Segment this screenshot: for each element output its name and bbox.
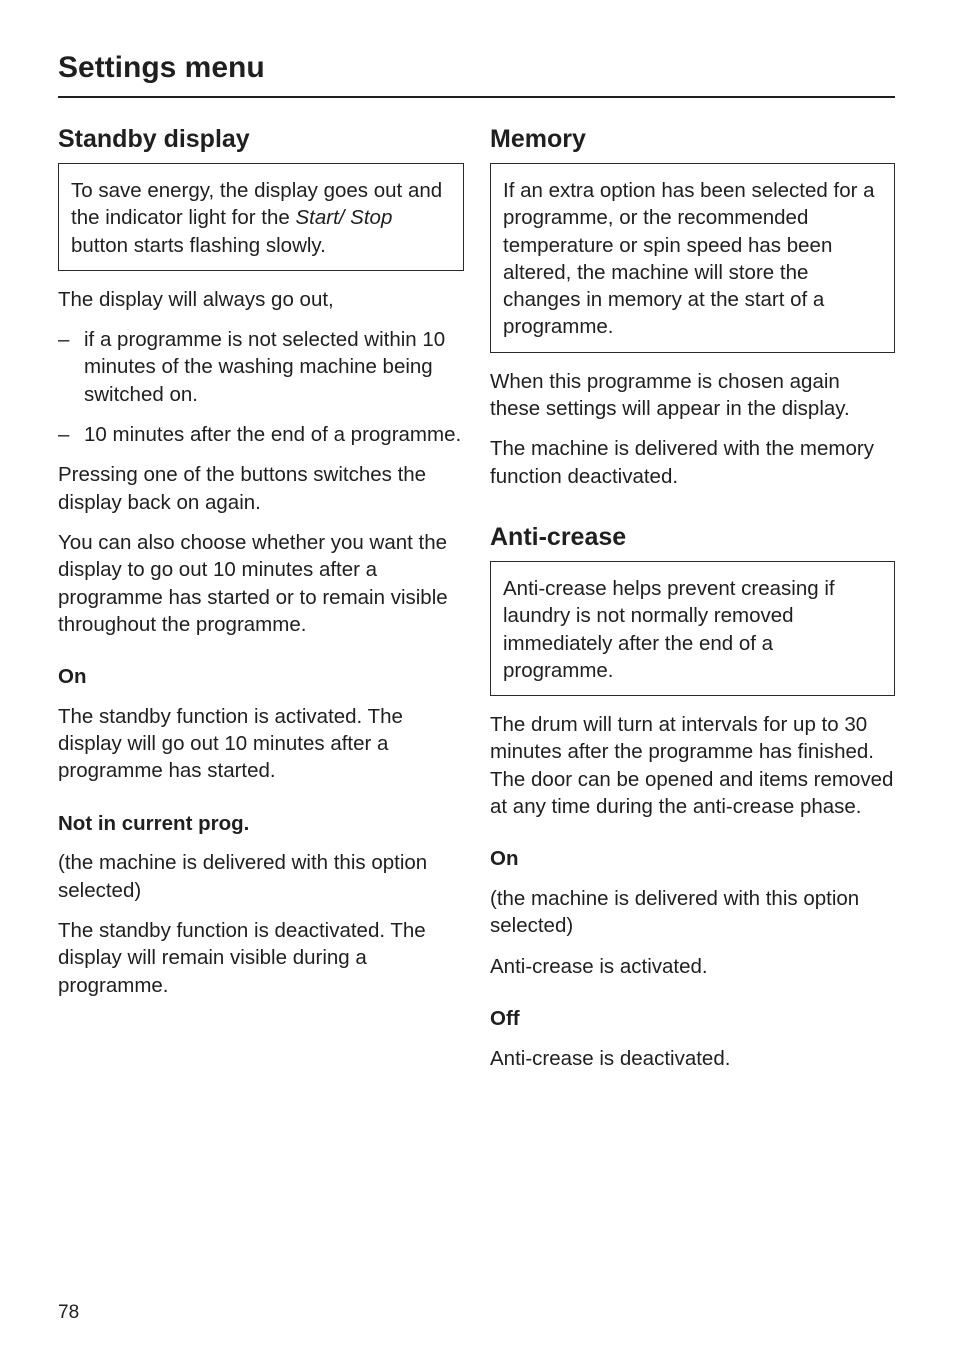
anti-crease-info-box: Anti-crease helps prevent creasing if laundry is not normally removed immediately after the end of a programme. [490, 561, 895, 696]
page-number: 78 [58, 1302, 80, 1323]
anti-crease-on-text: Anti-crease is activated. [490, 954, 708, 978]
start-stop-button-name: Start/ Stop [295, 206, 393, 230]
list-item [58, 326, 464, 408]
standby-not-in-current-text: The standby function is deactivated. The display will remain visible during a programme. [58, 918, 426, 997]
page-title: Settings menu [58, 51, 265, 84]
standby-paragraph-1: Pressing one of the buttons switches the display back on again. [58, 463, 427, 514]
memory-heading: Memory [490, 125, 586, 153]
standby-not-in-current-heading: Not in current prog. [58, 811, 250, 835]
standby-on-text: The standby function is activated. The display will go out 10 minutes after a programme has started. [58, 704, 403, 783]
standby-info-box [58, 163, 464, 271]
anti-crease-paragraph-1: The drum will turn at intervals for up to 30 minutes after the programme has finished. The door can be opened and items removed at any time during the anti-crease phase. [490, 713, 894, 819]
right-column [490, 124, 895, 1085]
list-item-text: if a programme is not selected within 10 minutes of the washing machine being switched on. [84, 328, 446, 406]
standby-conditions-list [58, 326, 464, 448]
standby-not-in-current-note: (the machine is delivered with this option selected) [58, 851, 428, 902]
anti-crease-heading: Anti-crease [490, 522, 627, 551]
page-header [58, 50, 895, 98]
standby-on-heading: On [58, 665, 87, 689]
list-item-text: 10 minutes after the end of a programme. [84, 423, 462, 447]
left-column [58, 124, 464, 1012]
memory-info-box: If an extra option has been selected for a programme, or the recommended temperature or spin speed has been altered, the machine will store the changes in memory at the start of a programme. [490, 163, 895, 353]
memory-paragraph-1: When this programme is chosen again these settings will appear in the display. [490, 369, 850, 421]
memory-paragraph-2: The machine is delivered with the memory function deactivated. [490, 437, 874, 488]
standby-box-text-2: button starts flashing slowly. [71, 233, 326, 257]
anti-crease-on-heading: On [490, 847, 519, 871]
standby-box-text-1: To save energy, the display goes out and the indicator light for the [71, 179, 443, 230]
standby-paragraph-2: You can also choose whether you want the display to go out 10 minutes after a programme has started or to remain visible throughout the programme. [58, 530, 448, 636]
list-item [58, 421, 464, 448]
standby-display-heading: Standby display [58, 125, 250, 153]
anti-crease-off-text: Anti-crease is deactivated. [490, 1046, 731, 1070]
anti-crease-off-heading: Off [490, 1006, 520, 1030]
anti-crease-on-note: (the machine is delivered with this option selected) [490, 886, 860, 938]
dash-bullet: – [58, 423, 70, 447]
standby-intro: The display will always go out, [58, 287, 334, 311]
dash-bullet: – [58, 328, 70, 352]
